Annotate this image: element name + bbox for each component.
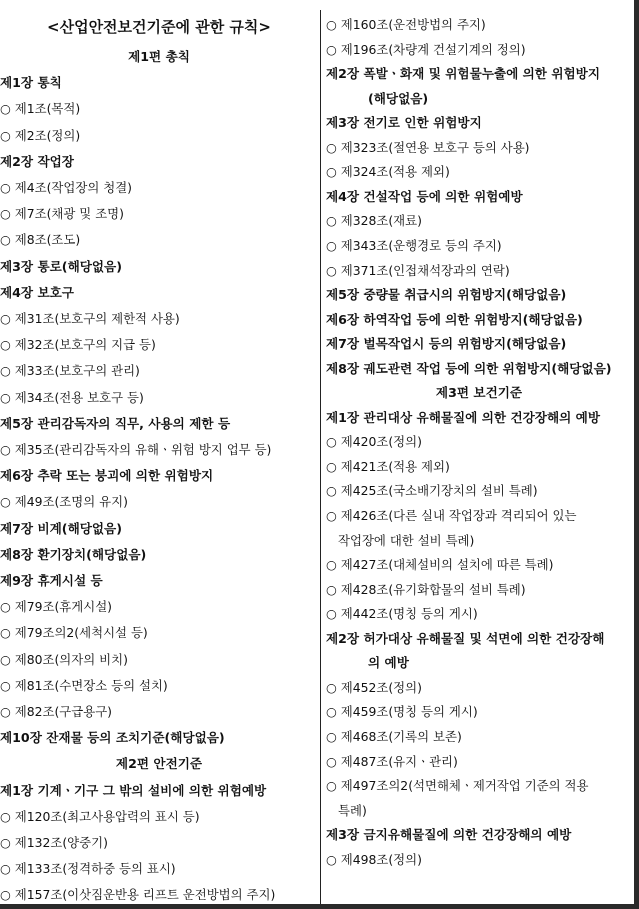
article-item: ○ 제2조(정의) [0,127,81,143]
chapter-heading: 제8장 환기장치(해당없음) [0,546,147,562]
article-item: ○ 제426조(다른 실내 작업장과 격리되어 있는 [326,508,577,523]
article-item: ○ 제468조(기록의 보존) [326,728,462,744]
part-heading: 제1편 총칙 [128,49,190,64]
chapter-heading: 제2장 허가대상 유해물질 및 석면에 의한 건강장해 [326,630,605,646]
article-item: ○ 제160조(운전방법의 주지) [326,17,486,32]
chapter-heading: 제3장 금지유해물질에 의한 건강장해의 예방 [326,827,572,843]
article-item: ○ 제487조(유지ㆍ관리) [326,753,458,769]
article-item: ○ 제49조(조명의 유지) [0,494,128,510]
chapter-heading: 제10장 잔재물 등의 조치기준(해당없음) [0,730,225,746]
article-item: ○ 제498조(정의) [326,851,422,867]
article-item: ○ 제8조(조도) [0,232,81,248]
article-item: ○ 제1조(목적) [0,101,81,117]
column-divider [320,10,321,904]
article-item: ○ 제420조(정의) [326,434,422,450]
article-item: ○ 제32조(보호구의 지급 등) [0,337,156,353]
chapter-heading: 제2장 작업장 [0,153,74,169]
chapter-heading: 제7장 비계(해당없음) [0,520,122,536]
document-title: <산업안전보건기준에 관한 규칙> [47,18,271,36]
article-item: ○ 제343조(운행경로 등의 주지) [326,237,502,253]
article-item: ○ 제428조(유기화합물의 설비 특례) [326,581,526,597]
chapter-heading: 제3장 전기로 인한 위험방지 [326,115,482,131]
article-item: ○ 제442조(명칭 등의 게시) [326,606,478,622]
article-item: ○ 제79조의2(세척시설 등) [0,625,148,641]
chapter-heading: 제3장 통로(해당없음) [0,258,122,274]
article-item: ○ 제120조(최고사용압력의 표시 등) [0,808,200,824]
article-item-continued: 특례) [338,802,367,818]
article-item: ○ 제31조(보호구의 제한적 사용) [0,311,180,326]
article-item: ○ 제427조(대체설비의 설치에 따른 특례) [326,557,554,573]
chapter-heading: 제9장 휴게시설 등 [0,573,103,588]
chapter-heading: 제6장 추락 또는 붕괴에 의한 위험방지 [0,468,214,484]
article-item: ○ 제328조(재료) [326,213,422,229]
chapter-heading: 제5장 중량물 취급시의 위험방지(해당없음) [326,287,567,303]
article-item-continued: 작업장에 대한 설비 특례) [338,532,475,548]
article-item: ○ 제157조(이삿짐운반용 리프트 운전방법의 주지) [0,887,276,903]
chapter-heading: 제7장 벌목작업시 등의 위험방지(해당없음) [326,336,567,352]
article-item: ○ 제33조(보호구의 관리) [0,363,140,379]
article-item: ○ 제421조(적용 제외) [326,458,450,474]
article-item: ○ 제323조(절연용 보호구 등의 사용) [326,139,530,155]
article-item: ○ 제7조(채광 및 조명) [0,206,124,222]
article-item: ○ 제81조(수면장소 등의 설치) [0,677,168,693]
article-item: ○ 제79조(휴게시설) [0,599,113,615]
article-item: ○ 제80조(의자의 비치) [0,651,128,667]
chapter-heading-continued: 의 예방 [368,655,409,671]
chapter-heading: 제6장 하역작업 등에 의한 위험방지(해당없음) [326,311,583,327]
part-heading: 제2편 안전기준 [115,756,203,772]
article-item: ○ 제4조(작업장의 청결) [0,180,132,195]
article-item: ○ 제133조(정격하중 등의 표시) [0,861,176,877]
article-item: ○ 제35조(관리감독자의 유해ㆍ위험 방지 업무 등) [0,442,272,457]
article-item: ○ 제497조의2(석면해체ㆍ제거작업 기준의 적용 [326,778,589,794]
article-item: ○ 제459조(명칭 등의 게시) [326,704,478,720]
article-item: ○ 제132조(양중기) [0,835,108,850]
article-item: ○ 제425조(국소배기장치의 설비 특례) [326,483,538,499]
chapter-heading: 제5장 관리감독자의 직무, 사용의 제한 등 [0,415,231,431]
chapter-heading: 제4장 건설작업 등에 의한 위험예방 [326,188,523,204]
article-item: ○ 제371조(인접채석장과의 연락) [326,262,510,278]
chapter-heading: 제2장 폭발ㆍ화재 및 위험물누출에 의한 위험방지 [326,66,600,82]
part-heading: 제3편 보건기준 [435,385,523,401]
article-item: ○ 제196조(차량계 건설기계의 정의) [326,41,526,57]
chapter-heading: 제1장 통칙 [0,75,62,91]
article-item: ○ 제34조(전용 보호구 등) [0,389,144,405]
chapter-heading: 제1장 관리대상 유해물질에 의한 건강장해의 예방 [326,409,600,425]
chapter-heading: 제1장 기계ㆍ기구 그 밖의 설비에 의한 위험예방 [0,782,267,798]
article-item: ○ 제452조(정의) [326,679,422,695]
article-item: ○ 제82조(구급용구) [0,704,113,719]
chapter-heading-continued: (해당없음) [368,90,429,106]
article-item: ○ 제324조(적용 제외) [326,164,450,180]
chapter-heading: 제8장 궤도관련 작업 등에 의한 위험방지(해당없음) [326,360,612,376]
chapter-heading: 제4장 보호구 [0,284,74,300]
